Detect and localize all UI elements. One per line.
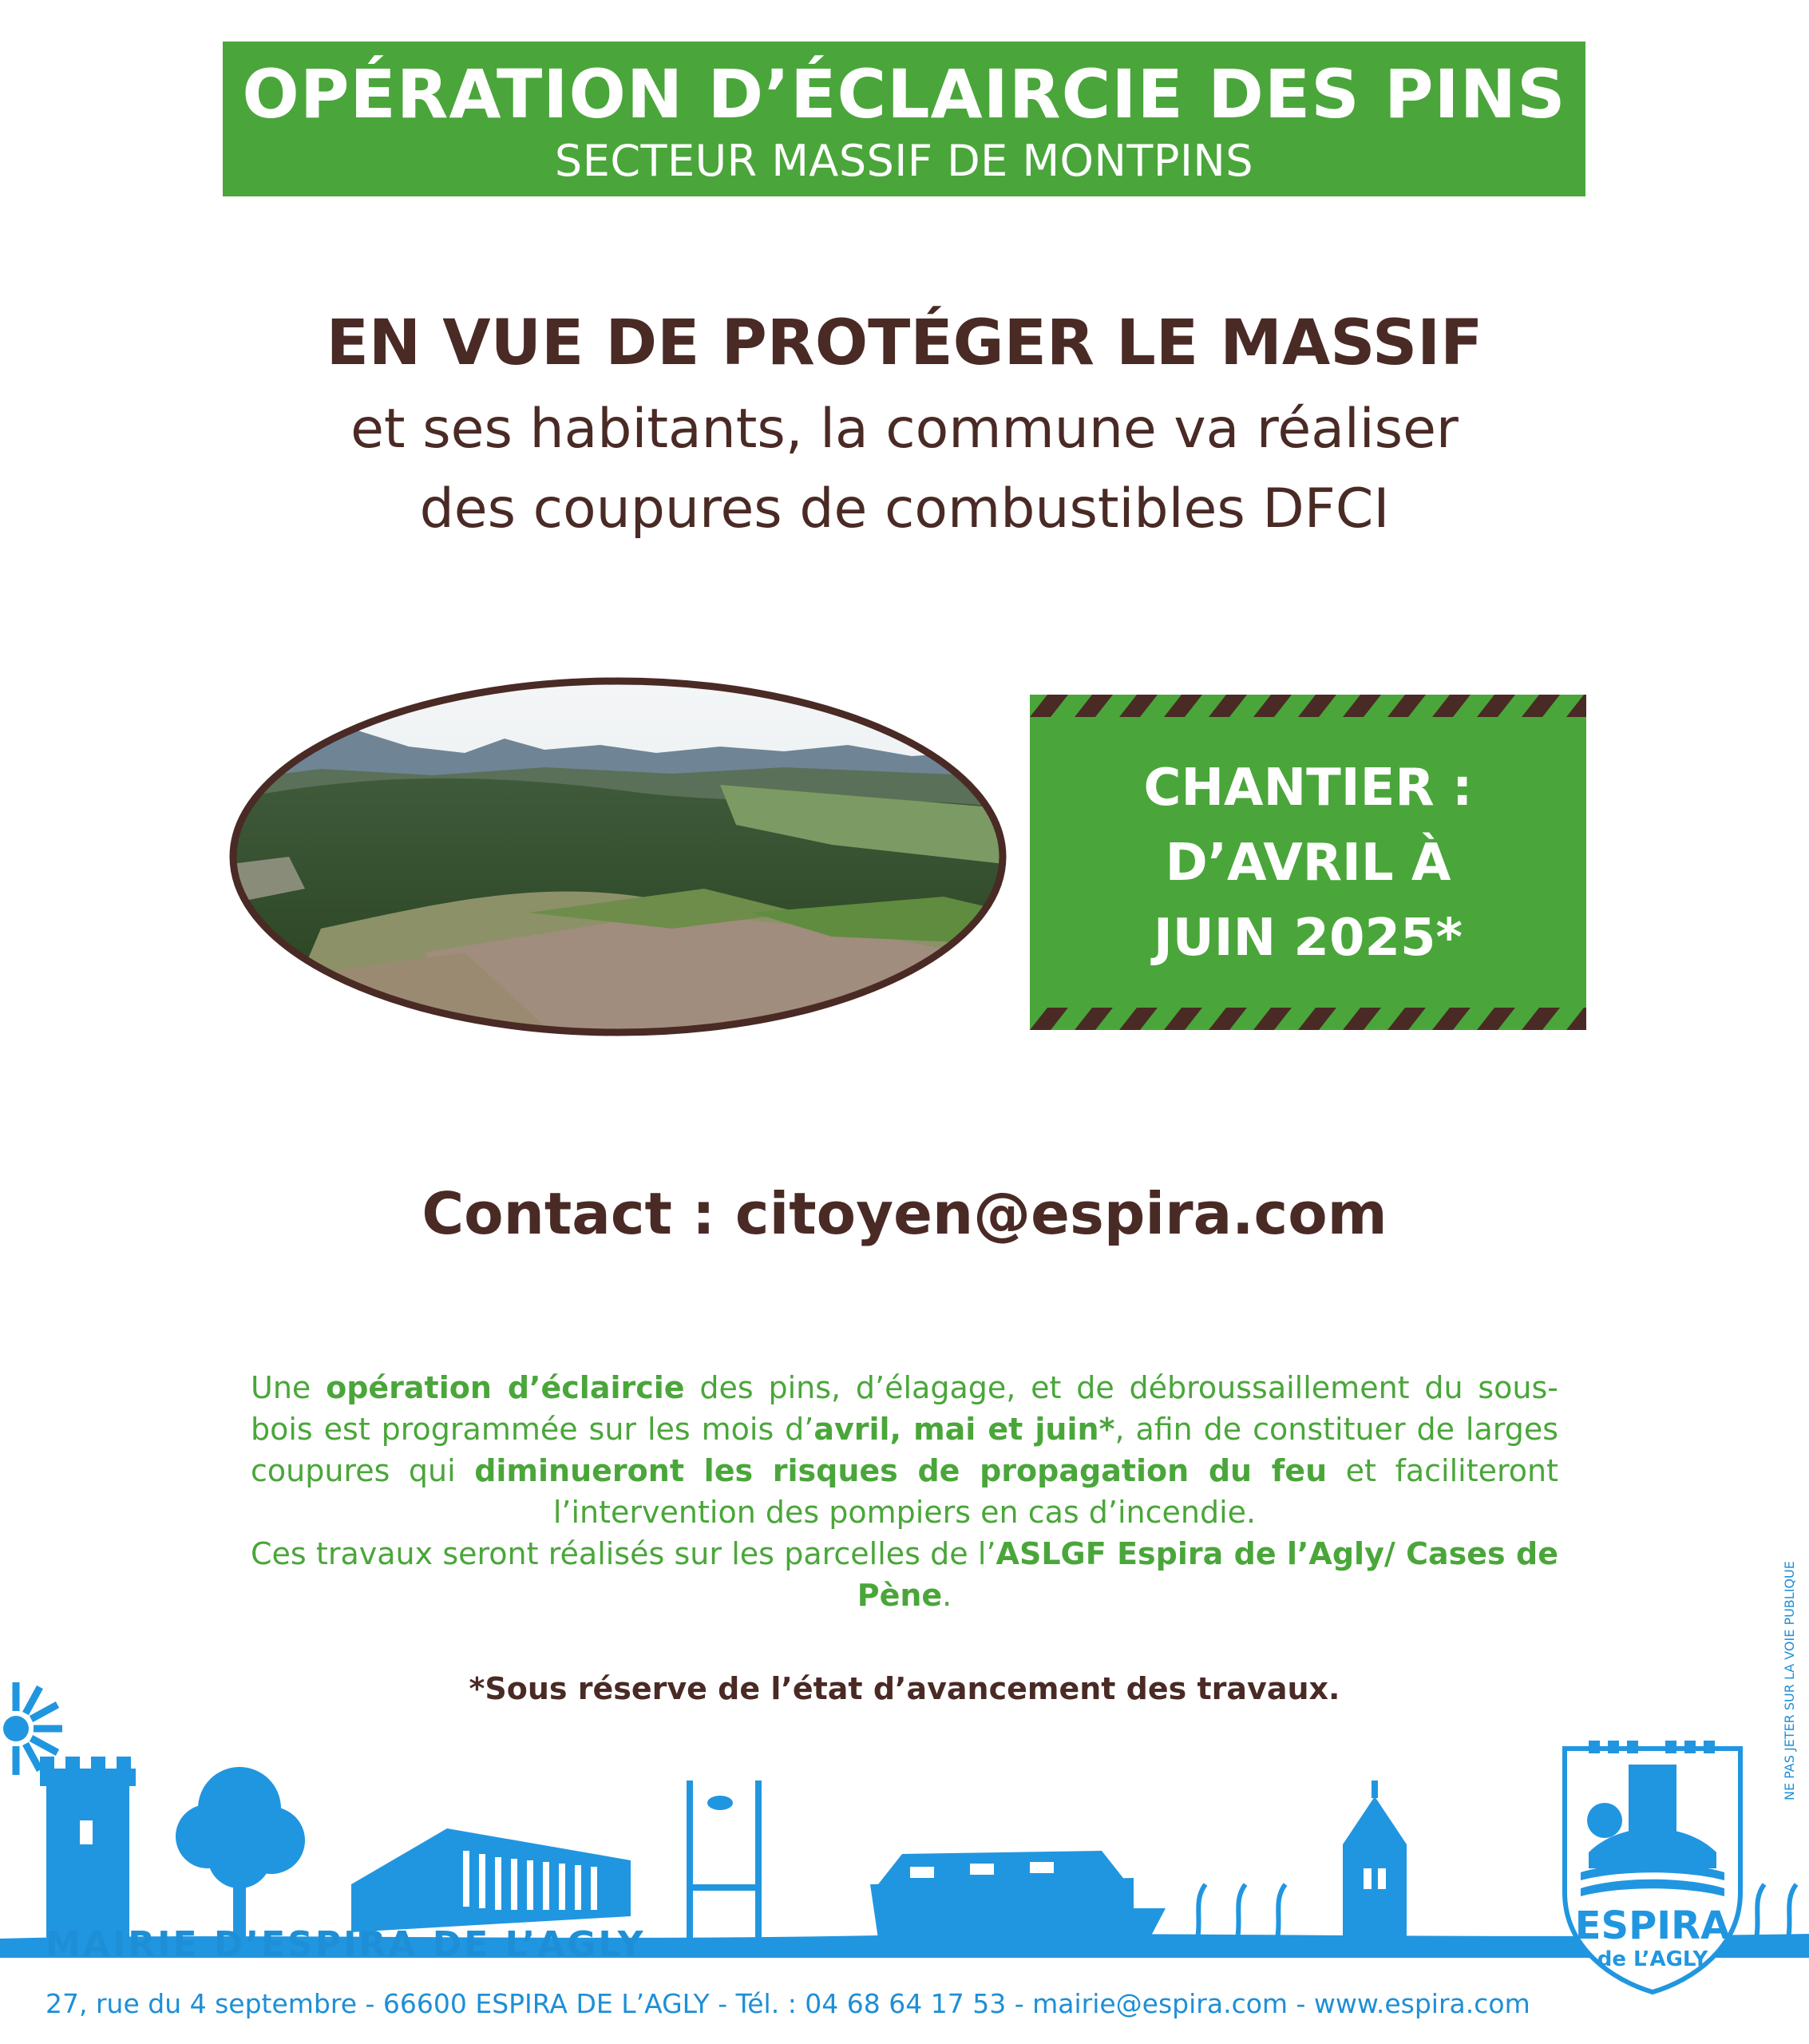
vertical-note: NE PAS JETER SUR LA VOIE PUBLIQUE bbox=[1782, 1561, 1797, 1800]
logo-line-1: ESPIRA bbox=[1574, 1903, 1731, 1948]
logo-line-2: de L’AGLY bbox=[1597, 1947, 1708, 1971]
page-title: OPÉRATION D’ÉCLAIRCIE DES PINS bbox=[242, 55, 1566, 133]
mairie-address: 27, rue du 4 septembre - 66600 ESPIRA DE L’AGLY - Tél. : 04 68 64 17 53 - mairie@espira.com - www.espira.com bbox=[46, 1988, 1530, 2019]
rugby-posts-icon bbox=[687, 1781, 762, 1939]
chantier-line-1: CHANTIER : bbox=[1143, 759, 1473, 818]
boat-building-icon bbox=[870, 1851, 1166, 1939]
tree-icon bbox=[176, 1767, 305, 1939]
page-subtitle: SECTEUR MASSIF DE MONTPINS bbox=[554, 136, 1254, 186]
espira-logo bbox=[1557, 1733, 1748, 1996]
body-paragraph bbox=[251, 1367, 1558, 1616]
footnote: *Sous réserve de l’état d’avancement des travaux. bbox=[469, 1671, 1340, 1706]
title-banner bbox=[223, 42, 1585, 196]
contact-line: Contact : citoyen@espira.com bbox=[422, 1180, 1387, 1247]
chantier-line-2: D’AVRIL À bbox=[1165, 834, 1451, 893]
mairie-name: MAIRIE D’ESPIRA DE L’AGLY bbox=[46, 1924, 646, 1965]
chantier-line-3: JUIN 2025* bbox=[1153, 909, 1463, 968]
tower-icon bbox=[40, 1757, 136, 1939]
church-icon bbox=[1343, 1781, 1407, 1939]
headline-line-2: des coupures de combustibles DFCI bbox=[419, 477, 1390, 541]
landscape-photo bbox=[225, 673, 1011, 1040]
chantier-dates bbox=[1030, 751, 1586, 976]
paragraph-1: Une opération d’éclaircie des pins, d’élagage, et de débroussaillement du sous-bois est programmée sur les mois d’avril, mai et juin*, afin de constituer de larges coupures qui diminueront les risques de propagation du feu et faciliteront l’intervention des pompiers en cas d’incendie. bbox=[251, 1370, 1559, 1530]
paragraph-2: Ces travaux seront réalisés sur les parcelles de l’ASLGF Espira de l’Agly/ Cases de Pène. bbox=[251, 1536, 1558, 1613]
headline-bold: EN VUE DE PROTÉGER LE MASSIF bbox=[326, 307, 1483, 379]
headline-line-1: et ses habitants, la commune va réaliser bbox=[350, 398, 1459, 461]
